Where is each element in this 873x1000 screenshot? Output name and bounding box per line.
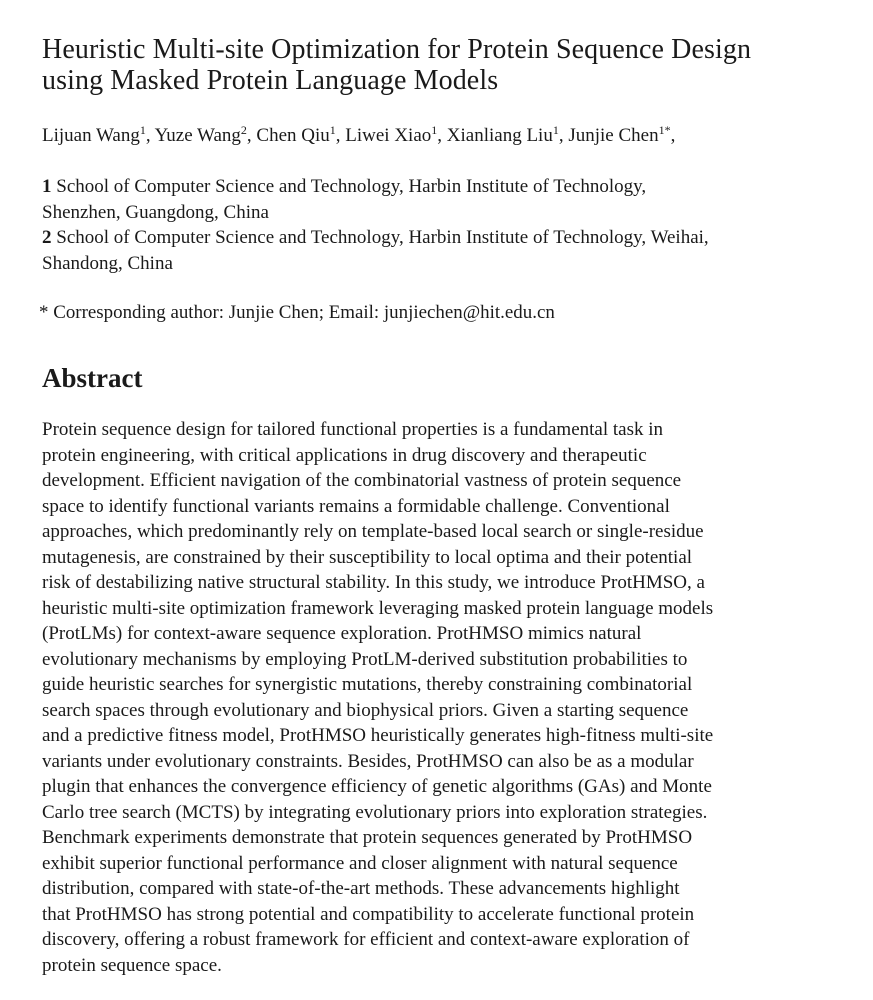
author-affiliation-mark: 1 — [431, 123, 438, 137]
abstract-line: variants under evolutionary constraints. Besides, ProtHMSO can also be as a modular — [42, 750, 694, 772]
author-name: Yuze Wang — [154, 125, 241, 146]
author-separator: , — [558, 125, 569, 146]
author-affiliation-mark: 1* — [658, 123, 671, 137]
abstract-line: that ProtHMSO has strong potential and compatibility to accelerate functional protein — [42, 903, 695, 925]
abstract-line: guide heuristic searches for synergistic mutations, thereby constraining combinatorial — [42, 674, 693, 695]
author-separator: , — [246, 125, 257, 146]
author-separator: , — [670, 125, 676, 146]
author-affiliation-mark: 1 — [552, 123, 559, 137]
abstract-line: risk of destabilizing native structural stability. In this study, we introduce ProtHMSO, a — [42, 572, 705, 593]
author-affiliation-mark: 2 — [240, 123, 247, 137]
abstract-line: protein engineering, with critical applications in drug discovery and therapeutic — [42, 444, 647, 466]
abstract-line: search spaces through evolutionary and biophysical priors. Given a starting sequence — [42, 699, 689, 721]
author-separator: , — [335, 125, 346, 146]
author-name: Chen Qiu — [256, 125, 330, 146]
abstract-line: and a predictive fitness model, ProtHMSO heuristically generates high-fitness multi-site — [42, 725, 714, 746]
paper-title — [42, 34, 854, 96]
affiliation-number: 2 — [42, 227, 52, 248]
abstract-line: discovery, offering a robust framework for efficient and context-aware exploration of — [42, 929, 690, 950]
author-name: Junjie Chen — [568, 125, 659, 146]
abstract-line: exhibit superior functional performance and closer alignment with natural sequence — [42, 852, 678, 874]
abstract-line: (ProtLMs) for context-aware sequence exploration. ProtHMSO mimics natural — [42, 623, 642, 644]
abstract-line: Benchmark experiments demonstrate that protein sequences generated by ProtHMSO — [42, 827, 693, 848]
affiliation-1 — [42, 174, 854, 225]
paper-page — [39, 34, 854, 978]
abstract-line: Protein sequence design for tailored functional properties is a fundamental task in — [42, 419, 664, 440]
abstract-line: heuristic multi-site optimization framework leveraging masked protein language models — [42, 597, 714, 619]
abstract-line: mutagenesis, are constrained by their susceptibility to local optima and their potential — [42, 546, 693, 568]
abstract-body — [42, 417, 854, 978]
affiliation-2 — [42, 225, 854, 276]
title-line-1: Heuristic Multi-site Optimization for Protein Sequence Design — [42, 34, 752, 65]
corresponding-author: * Corresponding author: Junjie Chen; Email: junjiechen@hit.edu.cn — [39, 302, 555, 323]
abstract-line: space to identify functional variants remains a formidable challenge. Conventional — [42, 495, 670, 517]
affiliation-number: 1 — [42, 176, 52, 197]
affiliation-text-line-1: School of Computer Science and Technology, Harbin Institute of Technology, — [56, 176, 647, 197]
author-affiliation-mark: 1 — [329, 123, 336, 137]
author — [345, 125, 447, 146]
affiliation-text-line-1: School of Computer Science and Technology, Harbin Institute of Technology, Weihai, — [56, 227, 709, 248]
author — [155, 125, 257, 146]
author-separator: , — [145, 125, 155, 146]
abstract-line: plugin that enhances the convergence efficiency of genetic algorithms (GAs) and Monte — [42, 776, 712, 797]
author-affiliation-mark: 1 — [139, 123, 146, 137]
affiliation-text-line-2: Shenzhen, Guangdong, China — [42, 201, 269, 223]
affiliation-list — [42, 174, 854, 276]
author-separator: , — [437, 125, 447, 146]
author-name: Lijuan Wang — [42, 125, 140, 146]
title-line-2: using Masked Protein Language Models — [42, 65, 499, 96]
abstract-heading: Abstract — [42, 363, 143, 393]
author-name: Liwei Xiao — [345, 125, 432, 146]
abstract-line: Carlo tree search (MCTS) by integrating evolutionary priors into exploration strategies. — [42, 801, 708, 823]
abstract-line: development. Efficient navigation of the combinatorial vastness of protein sequence — [42, 470, 682, 491]
author — [42, 125, 155, 146]
abstract-line: distribution, compared with state-of-the-art methods. These advancements highlight — [42, 878, 680, 899]
author-list — [42, 124, 854, 148]
abstract-line: protein sequence space. — [42, 954, 222, 976]
author — [447, 125, 569, 146]
abstract-line: approaches, which predominantly rely on template-based local search or single-residue — [42, 521, 704, 542]
author — [256, 125, 345, 146]
affiliation-text-line-2: Shandong, China — [42, 252, 173, 274]
author-name: Xianliang Liu — [446, 125, 553, 146]
abstract-line: evolutionary mechanisms by employing ProtLM-derived substitution probabilities to — [42, 648, 688, 670]
author — [568, 125, 675, 146]
